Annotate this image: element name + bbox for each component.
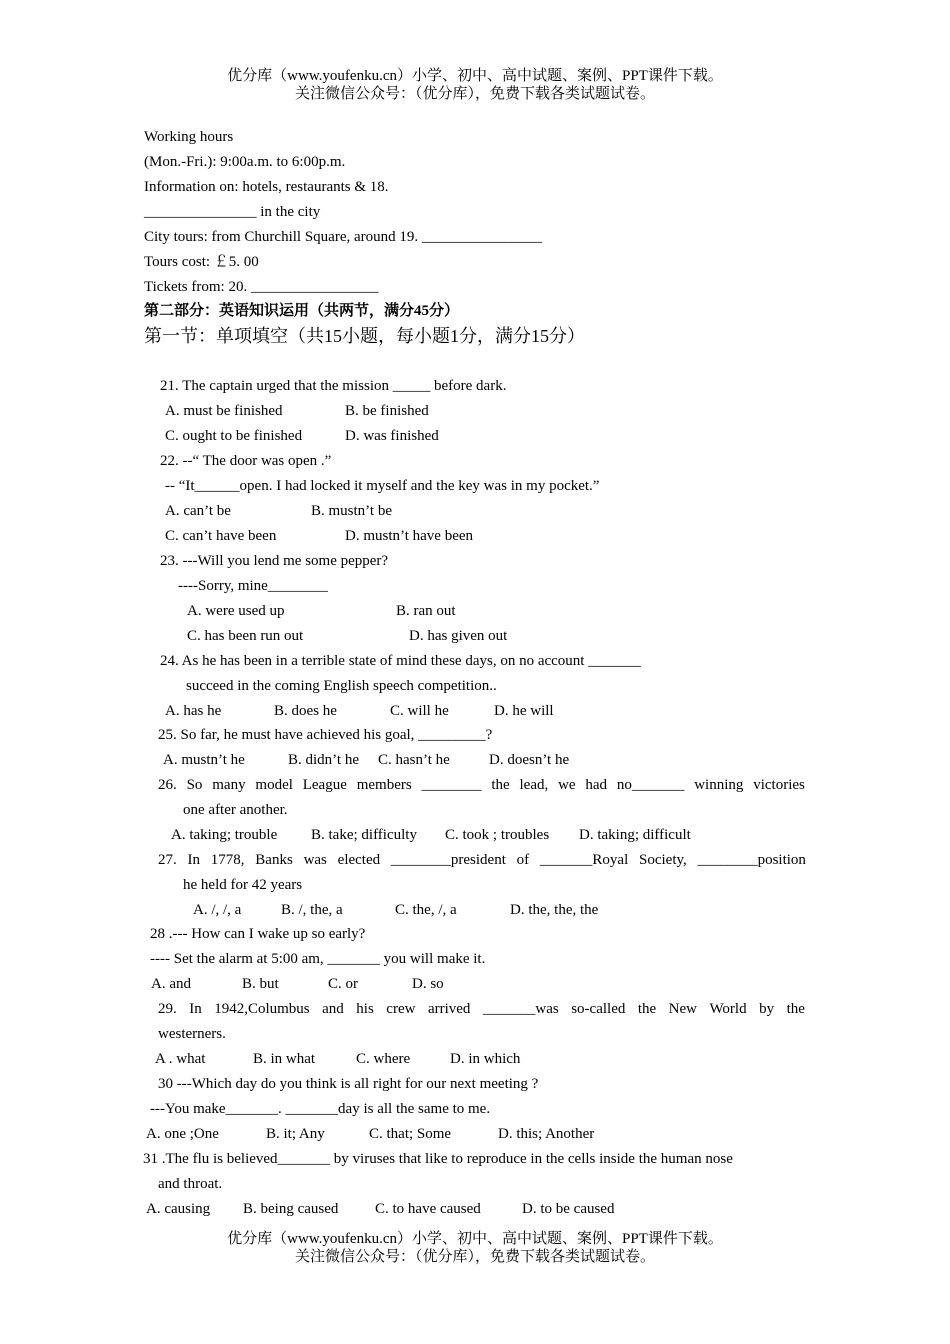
section1-title: 第一节：单项填空（共15小题，每小题1分，满分15分）: [144, 326, 585, 346]
q26-option-a: A. taking; trouble: [171, 827, 278, 843]
q25-stem: 25. So far, he must have achieved his goal, _________?: [158, 727, 493, 743]
q30-stem-2: ---You make_______. _______day is all the same to me.: [150, 1101, 491, 1117]
q27-word: 27.: [158, 852, 177, 868]
q29-option-d: D. in which: [450, 1051, 521, 1067]
q29-word: his: [356, 1001, 374, 1017]
q21-option-c: C. ought to be finished: [165, 428, 303, 444]
q23-stem-2: ----Sorry, mine________: [178, 578, 328, 594]
q24-option-c: C. will he: [390, 703, 449, 719]
q27-word: was: [303, 852, 327, 868]
q29-word: _______was: [482, 1001, 559, 1017]
q26-word: ________: [421, 777, 482, 793]
q26-word: model: [255, 777, 293, 793]
q22-stem: 22. --“ The door was open .”: [160, 453, 332, 469]
notice-information: Information on: hotels, restaurants & 18.: [144, 179, 389, 195]
q21-stem: 21. The captain urged that the mission _____ before dark.: [160, 378, 507, 394]
q29-word: the: [637, 1001, 657, 1017]
q29-word: crew: [386, 1001, 416, 1017]
q27-option-b: B. /, the, a: [281, 902, 343, 918]
q28-option-d: D. so: [412, 976, 444, 992]
q26-word: we: [558, 777, 576, 793]
q29-option-a: A . what: [155, 1051, 206, 1067]
q22-option-b: B. mustn’t be: [311, 503, 392, 519]
q24-option-d: D. he will: [494, 703, 554, 719]
q26-word: winning: [694, 777, 744, 793]
notice-city-tours: City tours: from Churchill Square, around 19. ________________: [144, 229, 542, 245]
part2-title: 第二部分：英语知识运用（共两节，满分45分）: [144, 303, 460, 319]
q27-word: of: [516, 852, 530, 868]
q30-option-a: A. one ;One: [146, 1126, 219, 1142]
q22-option-c: C. can’t have been: [165, 528, 277, 544]
q25-option-d: D. doesn’t he: [489, 752, 570, 768]
q21-option-d: D. was finished: [345, 428, 439, 444]
q31-stem-2: and throat.: [158, 1176, 223, 1192]
q29-word: 29.: [158, 1001, 177, 1017]
q27-word: In: [187, 852, 201, 868]
q23-option-a: A. were used up: [187, 603, 285, 619]
q24-stem-2: succeed in the coming English speech competition..: [186, 678, 497, 694]
q24-stem: 24. As he has been in a terrible state of mind these days, on no account _______: [160, 653, 641, 669]
q26-word: 26.: [158, 777, 177, 793]
q27-word: elected: [337, 852, 381, 868]
q24-option-b: B. does he: [274, 703, 337, 719]
q27-word: Society,: [639, 852, 687, 868]
q29-word: and: [322, 1001, 344, 1017]
q27-stem-2: he held for 42 years: [183, 877, 303, 893]
q26-word: victories: [753, 777, 805, 793]
q21-option-b: B. be finished: [345, 403, 429, 419]
q31-stem: 31 .The flu is believed_______ by viruses that like to reproduce in the cells inside the human nose: [143, 1151, 733, 1167]
q28-stem: 28 .--- How can I wake up so early?: [150, 926, 366, 942]
q26-option-b: B. take; difficulty: [311, 827, 417, 843]
q26-stem: [158, 775, 805, 795]
q23-option-b: B. ran out: [396, 603, 456, 619]
q29-option-b: B. in what: [253, 1051, 316, 1067]
notice-blank-city: _______________ in the city: [144, 204, 321, 220]
q22-stem-2: -- “It______open. I had locked it myself and the key was in my pocket.”: [165, 478, 600, 494]
q26-word: League: [302, 777, 347, 793]
page-footer-line1: 优分库（www.youfenku.cn）小学、初中、高中试题、案例、PPT课件下载。: [227, 1231, 723, 1247]
q23-option-c: C. has been run out: [187, 628, 304, 644]
q27-word: _______Royal: [539, 852, 629, 868]
q22-option-a: A. can’t be: [165, 503, 231, 519]
q27-word: ________position: [697, 852, 806, 868]
q29-word: so-called: [571, 1001, 626, 1017]
q29-word: World: [709, 1001, 747, 1017]
q29-word: New: [668, 1001, 697, 1017]
q31-option-d: D. to be caused: [522, 1201, 615, 1217]
q30-option-c: C. that; Some: [369, 1126, 452, 1142]
page-header-line2: 关注微信公众号：（优分库），免费下载各类试题试卷。: [294, 86, 655, 102]
q25-option-a: A. mustn’t he: [163, 752, 245, 768]
q26-word: the: [491, 777, 510, 793]
q26-option-c: C. took ; troubles: [445, 827, 550, 843]
q27-word: Banks: [255, 852, 293, 868]
q31-option-b: B. being caused: [243, 1201, 339, 1217]
q30-stem: 30 ---Which day do you think is all right for our next meeting ?: [158, 1076, 539, 1092]
q29-stem-2: westerners.: [158, 1026, 226, 1042]
q30-option-d: D. this; Another: [498, 1126, 595, 1142]
q26-word: members: [356, 777, 412, 793]
q23-stem: 23. ---Will you lend me some pepper?: [160, 553, 389, 569]
q29-word: arrived: [427, 1001, 471, 1017]
page-footer-line2: 关注微信公众号：（优分库），免费下载各类试题试卷。: [294, 1249, 655, 1265]
q28-option-b: B. but: [242, 976, 279, 992]
q27-stem: [158, 850, 806, 870]
q27-option-c: C. the, /, a: [395, 902, 457, 918]
q29-option-c: C. where: [356, 1051, 411, 1067]
q26-word: many: [212, 777, 246, 793]
q28-stem-2: ---- Set the alarm at 5:00 am, _______ you will make it.: [150, 951, 486, 967]
q30-option-b: B. it; Any: [266, 1126, 325, 1142]
q26-word: no_______: [616, 777, 685, 793]
page-header-line1: 优分库（www.youfenku.cn）小学、初中、高中试题、案例、PPT课件下载。: [227, 68, 723, 84]
q23-option-d: D. has given out: [409, 628, 508, 644]
q27-word: ________president: [390, 852, 506, 868]
q26-stem-2: one after another.: [183, 802, 288, 818]
q29-stem: [158, 999, 805, 1019]
q31-option-c: C. to have caused: [375, 1201, 481, 1217]
notice-working-hours: Working hours: [144, 129, 234, 145]
q27-option-a: A. /, /, a: [193, 902, 242, 918]
q25-option-c: C. hasn’t he: [378, 752, 450, 768]
q27-option-d: D. the, the, the: [510, 902, 599, 918]
q29-word: In: [189, 1001, 202, 1017]
notice-tours-cost: Tours cost: ￡5. 00: [144, 254, 259, 270]
q25-option-b: B. didn’t he: [288, 752, 359, 768]
notice-days: (Mon.-Fri.): 9:00a.m. to 6:00p.m.: [144, 154, 346, 170]
q28-option-a: A. and: [151, 976, 191, 992]
notice-tickets: Tickets from: 20. _________________: [144, 279, 379, 295]
q26-word: So: [186, 777, 203, 793]
q22-option-d: D. mustn’t have been: [345, 528, 474, 544]
q26-word: lead,: [519, 777, 549, 793]
q31-option-a: A. causing: [146, 1201, 211, 1217]
q26-option-d: D. taking; difficult: [579, 827, 691, 843]
q24-option-a: A. has he: [165, 703, 222, 719]
q26-word: had: [585, 777, 608, 793]
q27-word: 1778,: [210, 852, 245, 868]
q28-option-c: C. or: [328, 976, 358, 992]
q29-word: by: [759, 1001, 775, 1017]
q21-option-a: A. must be finished: [165, 403, 283, 419]
q29-word: 1942,Columbus: [214, 1001, 310, 1017]
q29-word: the: [786, 1001, 805, 1017]
